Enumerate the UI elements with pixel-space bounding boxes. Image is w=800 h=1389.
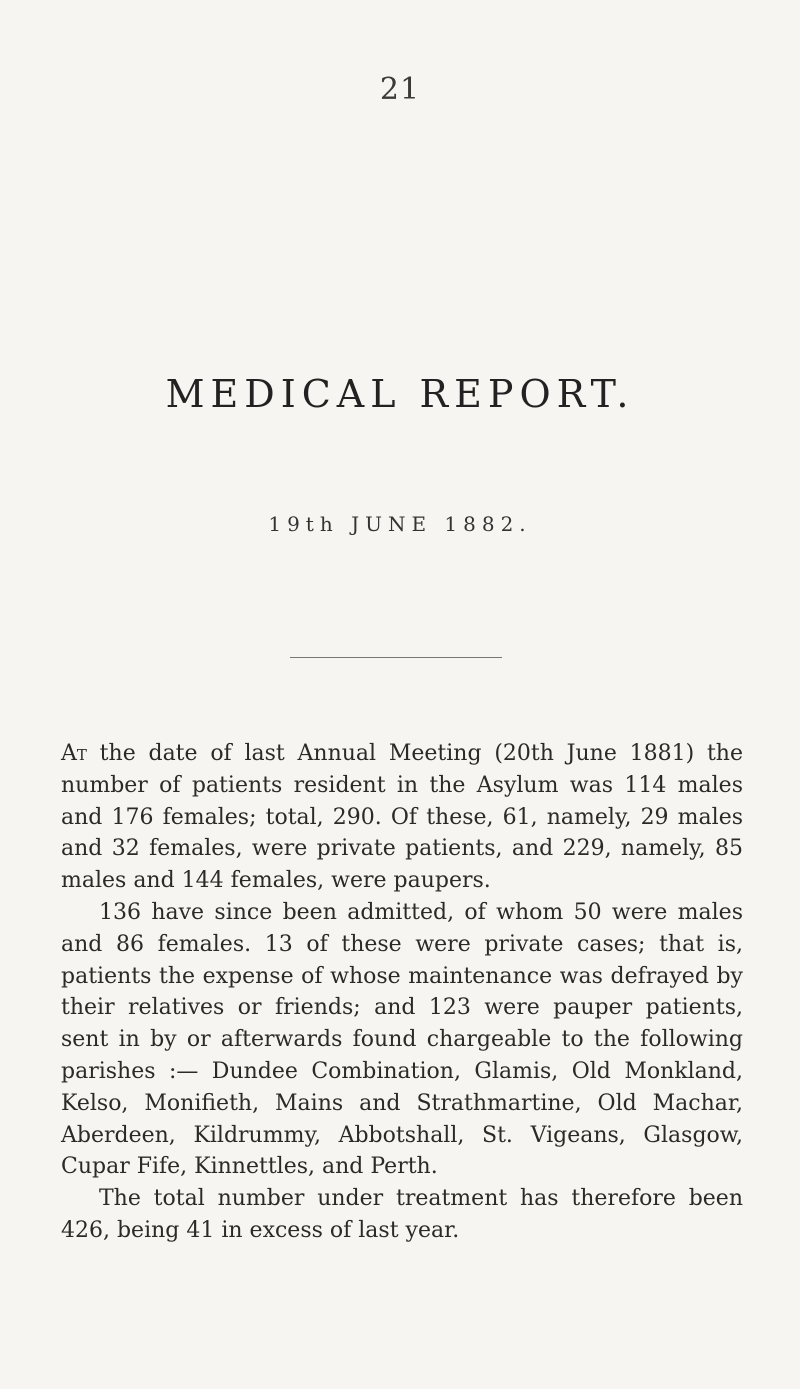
page-number: 21 bbox=[379, 72, 421, 107]
paragraph-1-lead-word: At bbox=[61, 741, 87, 766]
report-title: MEDICAL REPORT. bbox=[165, 372, 635, 416]
paragraph-1 bbox=[61, 738, 743, 897]
paragraph-1-text: the date of last Annual Meeting (20th June 1881) the number of patients resident in the Asylum was 114 males and 176 females; total, 290. Of these, 61, namely, 29 males and 32 females, were private patients, and 229, namely, 85 males and 144 females, were paupers. bbox=[61, 741, 743, 894]
paragraph-3: The total number under treatment has therefore been 426, being 41 in excess of last year. bbox=[61, 1186, 743, 1243]
paragraph-2: 136 have since been admitted, of whom 50 were males and 86 females. 13 of these were private cases; that is, patients the expense of whose maintenance was defrayed by their relatives or friends; and 123 were pauper patients, sent in by or afterwards found chargeable to the following parishes :— Dundee Combination, Glamis, Old Monkland, Kelso, Monifieth, Mains and Strathmartine, Old Machar, Aberdeen, Kildrummy, Abbotshall, St. Vigeans, Glasgow, Cupar Fife, Kinnettles, and Perth. bbox=[61, 899, 743, 1180]
section-divider bbox=[290, 657, 502, 658]
report-date: 19th JUNE 1882. bbox=[268, 512, 532, 536]
report-body bbox=[61, 738, 743, 1247]
